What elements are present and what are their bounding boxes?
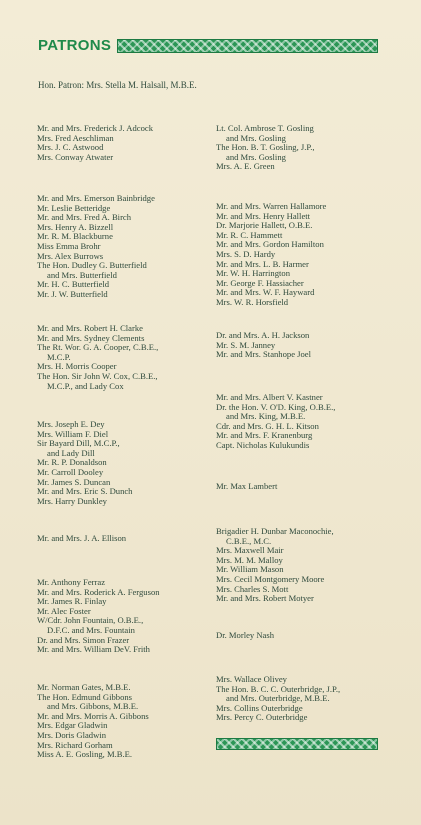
patron-entry: Mrs. H. Morris Cooper bbox=[37, 361, 117, 372]
patron-entry: Mrs. Percy C. Outerbridge bbox=[216, 712, 308, 723]
patron-entry: and Mrs. Outerbridge, M.B.E. bbox=[226, 693, 330, 704]
patron-entry: Mr. and Mrs. F. Kranenburg bbox=[216, 430, 313, 441]
patron-entry: Mr. and Mrs. W. F. Hayward bbox=[216, 287, 315, 298]
patron-entry: Mrs. M. M. Malloy bbox=[216, 554, 283, 565]
patron-entry: Mr. and Mrs. Henry Hallett bbox=[216, 210, 311, 221]
ornamental-border-icon bbox=[117, 39, 378, 53]
patron-entry: and Mrs. Gosling bbox=[226, 151, 286, 162]
patron-entry: Dr. Marjorie Hallett, O.B.E. bbox=[216, 220, 313, 231]
patron-entry: D.F.C. and Mrs. Fountain bbox=[47, 625, 135, 635]
patron-entry: Mrs. Richard Gorham bbox=[37, 739, 113, 750]
patron-entry: Mr. R. P. Donaldson bbox=[37, 457, 107, 468]
patron-entry: Mr. and Mrs. Warren Hallamore bbox=[216, 201, 327, 211]
patron-entry: Mrs. William F. Diel bbox=[37, 428, 109, 439]
patron-entry: Mrs. Joseph E. Dey bbox=[37, 419, 105, 429]
patron-entry: Dr. Morley Nash bbox=[216, 630, 274, 640]
page-title: PATRONS bbox=[38, 37, 112, 54]
patron-entry: M.C.P., and Lady Cox bbox=[47, 380, 124, 391]
patron-entry: Mr. H. C. Butterfield bbox=[37, 279, 110, 290]
patron-entry: Mrs. Conway Atwater bbox=[37, 151, 114, 162]
patron-entry: Mrs. Doris Gladwin bbox=[37, 730, 106, 740]
patron-entry: Mrs. Collins Outerbridge bbox=[216, 702, 303, 713]
patron-entry: Mrs. Wallace Olivey bbox=[216, 674, 287, 684]
patron-entry: Mr. and Mrs. Roderick A. Ferguson bbox=[37, 586, 160, 597]
patron-entry: and Mrs. King, M.B.E. bbox=[226, 411, 306, 422]
patron-entry: Mr. and Mrs. Emerson Bainbridge bbox=[37, 193, 155, 203]
patron-entry: Mrs. A. E. Green bbox=[216, 161, 275, 172]
patron-entry: Mr. William Mason bbox=[216, 564, 284, 575]
patron-entry: Mr. Alec Foster bbox=[37, 605, 91, 616]
patron-entry: Mrs. Charles S. Mott bbox=[216, 583, 289, 594]
patron-entry: Dr. and Mrs. Simon Frazer bbox=[37, 634, 130, 645]
patron-entry: The Hon. Dudley G. Butterfield bbox=[37, 260, 147, 271]
patron-entry: Dr. and Mrs. A. H. Jackson bbox=[216, 330, 310, 340]
patron-entry: Mr. and Mrs. L. B. Harmer bbox=[216, 258, 309, 269]
patron-entry: Lt. Col. Ambrose T. Gosling bbox=[216, 123, 314, 133]
patron-entry: Mrs. Henry A. Bizzell bbox=[37, 221, 114, 232]
patron-entry: Miss Emma Brohr bbox=[37, 241, 101, 251]
ornamental-border-bottom-icon bbox=[216, 738, 378, 750]
patron-entry: Mrs. Maxwell Mair bbox=[216, 545, 284, 556]
patron-entry: Mr. W. H. Harrington bbox=[216, 268, 290, 279]
patron-entry: Mr. R. M. Blackburne bbox=[37, 231, 113, 242]
patron-entry: The Rt. Wor. G. A. Cooper, C.B.E., bbox=[37, 342, 159, 353]
patron-entry: Brigadier H. Dunbar Maconochie, bbox=[216, 526, 334, 536]
patron-entry: and Mrs. Gibbons, M.B.E. bbox=[47, 701, 139, 712]
patron-entry: Mr. Norman Gates, M.B.E. bbox=[37, 682, 131, 692]
patron-entry: The Hon. Sir John W. Cox, C.B.E., bbox=[37, 371, 158, 381]
patron-entry: The Hon. B. C. C. Outerbridge, J.P., bbox=[216, 683, 341, 694]
patron-entry: Mr. and Mrs. Sydney Clements bbox=[37, 332, 145, 343]
patron-entry: Miss A. E. Gosling, M.B.E. bbox=[37, 749, 133, 760]
patron-entry: Mr. and Mrs. Gordon Hamilton bbox=[216, 239, 324, 250]
patron-entry: Capt. Nicholas Kulukundis bbox=[216, 440, 310, 450]
patrons-header bbox=[38, 36, 378, 56]
patron-entry: Mr. Anthony Ferraz bbox=[37, 577, 106, 587]
patron-entry: Sir Bayard Dill, M.C.P., bbox=[37, 438, 120, 449]
patron-entry: Mrs. Fred Aeschliman bbox=[37, 132, 114, 143]
patron-entry: Mr. and Mrs. J. A. Ellison bbox=[37, 533, 127, 543]
patron-entry: Mr. S. M. Janney bbox=[216, 339, 276, 350]
patron-entry: and Mrs. Gosling bbox=[226, 132, 286, 143]
patron-entry: Mr. Leslie Betteridge bbox=[37, 202, 111, 213]
patron-entry: Mr. and Mrs. Eric S. Dunch bbox=[37, 486, 133, 497]
patron-entry: Mrs. Alex Burrows bbox=[37, 250, 104, 261]
patron-entry: Mr. and Mrs. Robert H. Clarke bbox=[37, 323, 143, 333]
patron-entry: Mrs. Edgar Gladwin bbox=[37, 720, 108, 731]
patron-entry: The Hon. B. T. Gosling, J.P., bbox=[216, 142, 315, 153]
patron-entry: Mr. and Mrs. Albert V. Kastner bbox=[216, 392, 323, 402]
patron-entry: Cdr. and Mrs. G. H. L. Kitson bbox=[216, 420, 319, 431]
patron-entry: Mr. and Mrs. Fred A. Birch bbox=[37, 212, 132, 223]
patron-entry: Mr. George F. Hassiacher bbox=[216, 277, 304, 288]
patron-entry: Dr. the Hon. V. O'D. King, O.B.E., bbox=[216, 401, 336, 412]
patron-entry: Mr. R. C. Hammett bbox=[216, 229, 283, 240]
patron-entry: Mrs. Cecil Montgomery Moore bbox=[216, 574, 325, 584]
patron-entry: C.B.E., M.C. bbox=[226, 535, 272, 546]
patron-entry: Mr. J. W. Butterfield bbox=[37, 289, 108, 299]
patron-entry: Mrs. S. D. Hardy bbox=[216, 249, 276, 259]
patron-entry: W/Cdr. John Fountain, O.B.E., bbox=[37, 615, 144, 626]
patron-entry: Mrs. J. C. Astwood bbox=[37, 142, 104, 153]
patron-entry: Mr. James S. Duncan bbox=[37, 476, 111, 487]
patron-entry: Mr. Carroll Dooley bbox=[37, 467, 104, 477]
patron-entry: and Mrs. Butterfield bbox=[47, 269, 117, 280]
patron-entry: Mr. and Mrs. William DeV. Frith bbox=[37, 644, 150, 655]
hon-patron-line: Hon. Patron: Mrs. Stella M. Halsall, M.B.E. bbox=[38, 80, 197, 90]
patron-entry: Mrs. Harry Dunkley bbox=[37, 495, 107, 506]
patron-entry: Mr. and Mrs. Stanhope Joel bbox=[216, 349, 312, 360]
patron-entry: and Lady Dill bbox=[47, 447, 95, 458]
patron-entry: Mr. and Mrs. Frederick J. Adcock bbox=[37, 123, 153, 133]
patron-entry: Mrs. W. R. Horsfield bbox=[216, 297, 289, 307]
patron-entry: The Hon. Edmund Gibbons bbox=[37, 691, 133, 702]
patron-entry: Mr. and Mrs. Robert Motyer bbox=[216, 593, 314, 604]
patron-entry: Mr. and Mrs. Morris A. Gibbons bbox=[37, 710, 149, 721]
patron-entry: M.C.P. bbox=[47, 351, 71, 362]
patron-entry: Mr. Max Lambert bbox=[216, 481, 278, 491]
patron-entry: Mr. James R. Finlay bbox=[37, 596, 107, 607]
